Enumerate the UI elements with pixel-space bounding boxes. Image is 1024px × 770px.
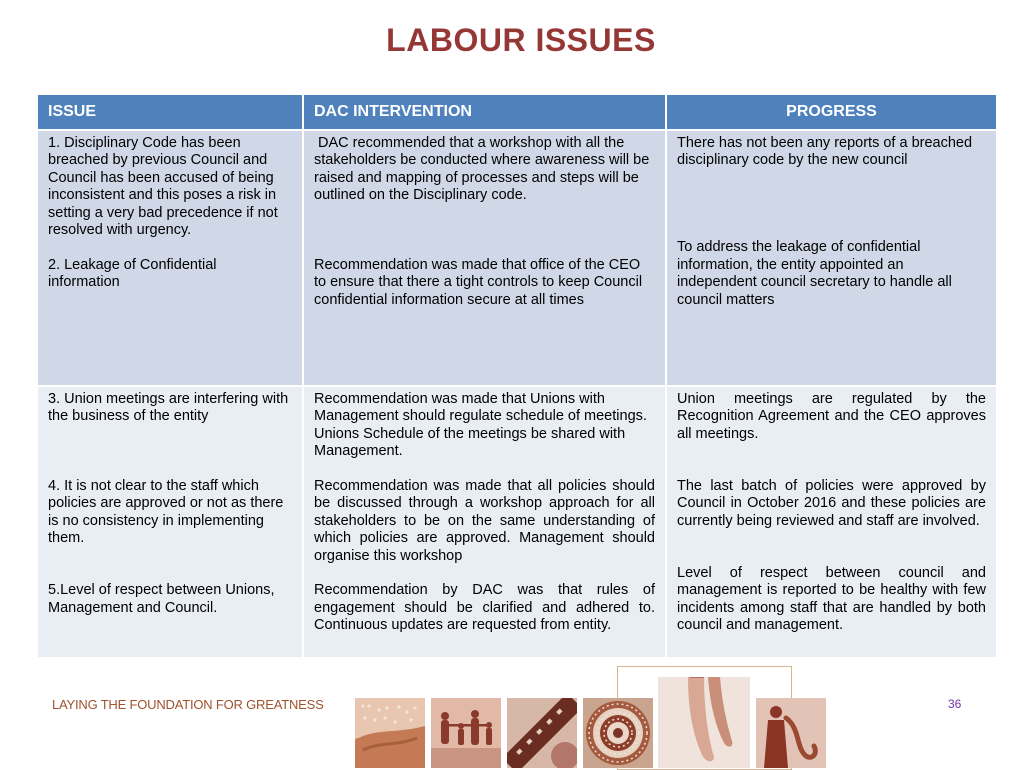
intervention-text: Recommendation was made that all policies should be discussed through a workshop approach for all stakeholders to be on the same understanding of which policies are approved. Management should organise this workshop [314, 478, 655, 564]
progress-cell [666, 386, 997, 658]
header-issue: ISSUE [37, 94, 303, 130]
footer-tagline: LAYING THE FOUNDATION FOR GREATNESS [52, 697, 324, 712]
ballet-shoes-photo [658, 677, 750, 768]
table-row [37, 386, 997, 658]
intervention-cell [303, 386, 666, 658]
table-header-row [37, 94, 997, 130]
issue-text: 3. Union meetings are interfering with the business of the entity [48, 391, 289, 425]
film-reel-photo [507, 698, 577, 768]
issue-cell [37, 130, 303, 386]
issue-text: 4. It is not clear to the staff which policies are approved or not as there is no consistency in implementing them. [48, 478, 284, 547]
issue-text: 1. Disciplinary Code has been breached by previous Council and Council has been accused of being inconsistent and this poses a risk in setting a very bad precedence if not resolved with urgency. [48, 135, 278, 239]
table-row [37, 130, 997, 386]
progress-text: There has not been any reports of a breached disciplinary code by the new council [677, 135, 973, 169]
family-silhouette-photo [431, 698, 501, 768]
page-number: 36 [948, 697, 962, 711]
progress-cell [666, 130, 997, 386]
page-title: LABOUR ISSUES [386, 22, 656, 58]
labour-issues-table [36, 93, 998, 659]
intervention-text: Recommendation was made that office of the CEO to ensure that there a tight controls to keep Council confidential information secure at all times [314, 256, 643, 308]
intervention-text: Recommendation was made that Unions with Management should regulate schedule of meetings. Unions Schedule of the meetings be shared with Management. [314, 391, 647, 460]
header-progress: PROGRESS [666, 94, 997, 130]
progress-text: Level of respect between council and management is reported to be healthy with few incidents among staff that are handled by both council and management. [677, 565, 986, 634]
beadwork-pattern-photo [583, 698, 653, 768]
progress-text: The last batch of policies were approved by Council in October 2016 and these policies are currently being reviewed and staff are involved. [677, 478, 986, 529]
issue-cell [37, 386, 303, 658]
intervention-text: Recommendation by DAC was that rules of engagement should be clarified and adhered to. Continuous updates are requested from entity. [314, 582, 655, 634]
header-dac-intervention: DAC INTERVENTION [303, 94, 666, 130]
progress-text: To address the leakage of confidential information, the entity appointed an independent council secretary to handle all council matters [677, 239, 952, 308]
progress-text: Union meetings are regulated by the Recognition Agreement and the CEO approves all meetings. [677, 391, 986, 442]
intervention-text: DAC recommended that a workshop with all the stakeholders be conducted where awareness will be raised and mapping of processes and steps will be outlined on the Disciplinary code. [314, 135, 654, 204]
saxophone-player-photo [756, 698, 826, 768]
braille-hands-photo [355, 698, 425, 768]
issue-text: 5.Level of respect between Unions, Management and Council. [48, 582, 275, 616]
issue-text: 2. Leakage of Confidential information [48, 256, 217, 291]
intervention-cell [303, 130, 666, 386]
